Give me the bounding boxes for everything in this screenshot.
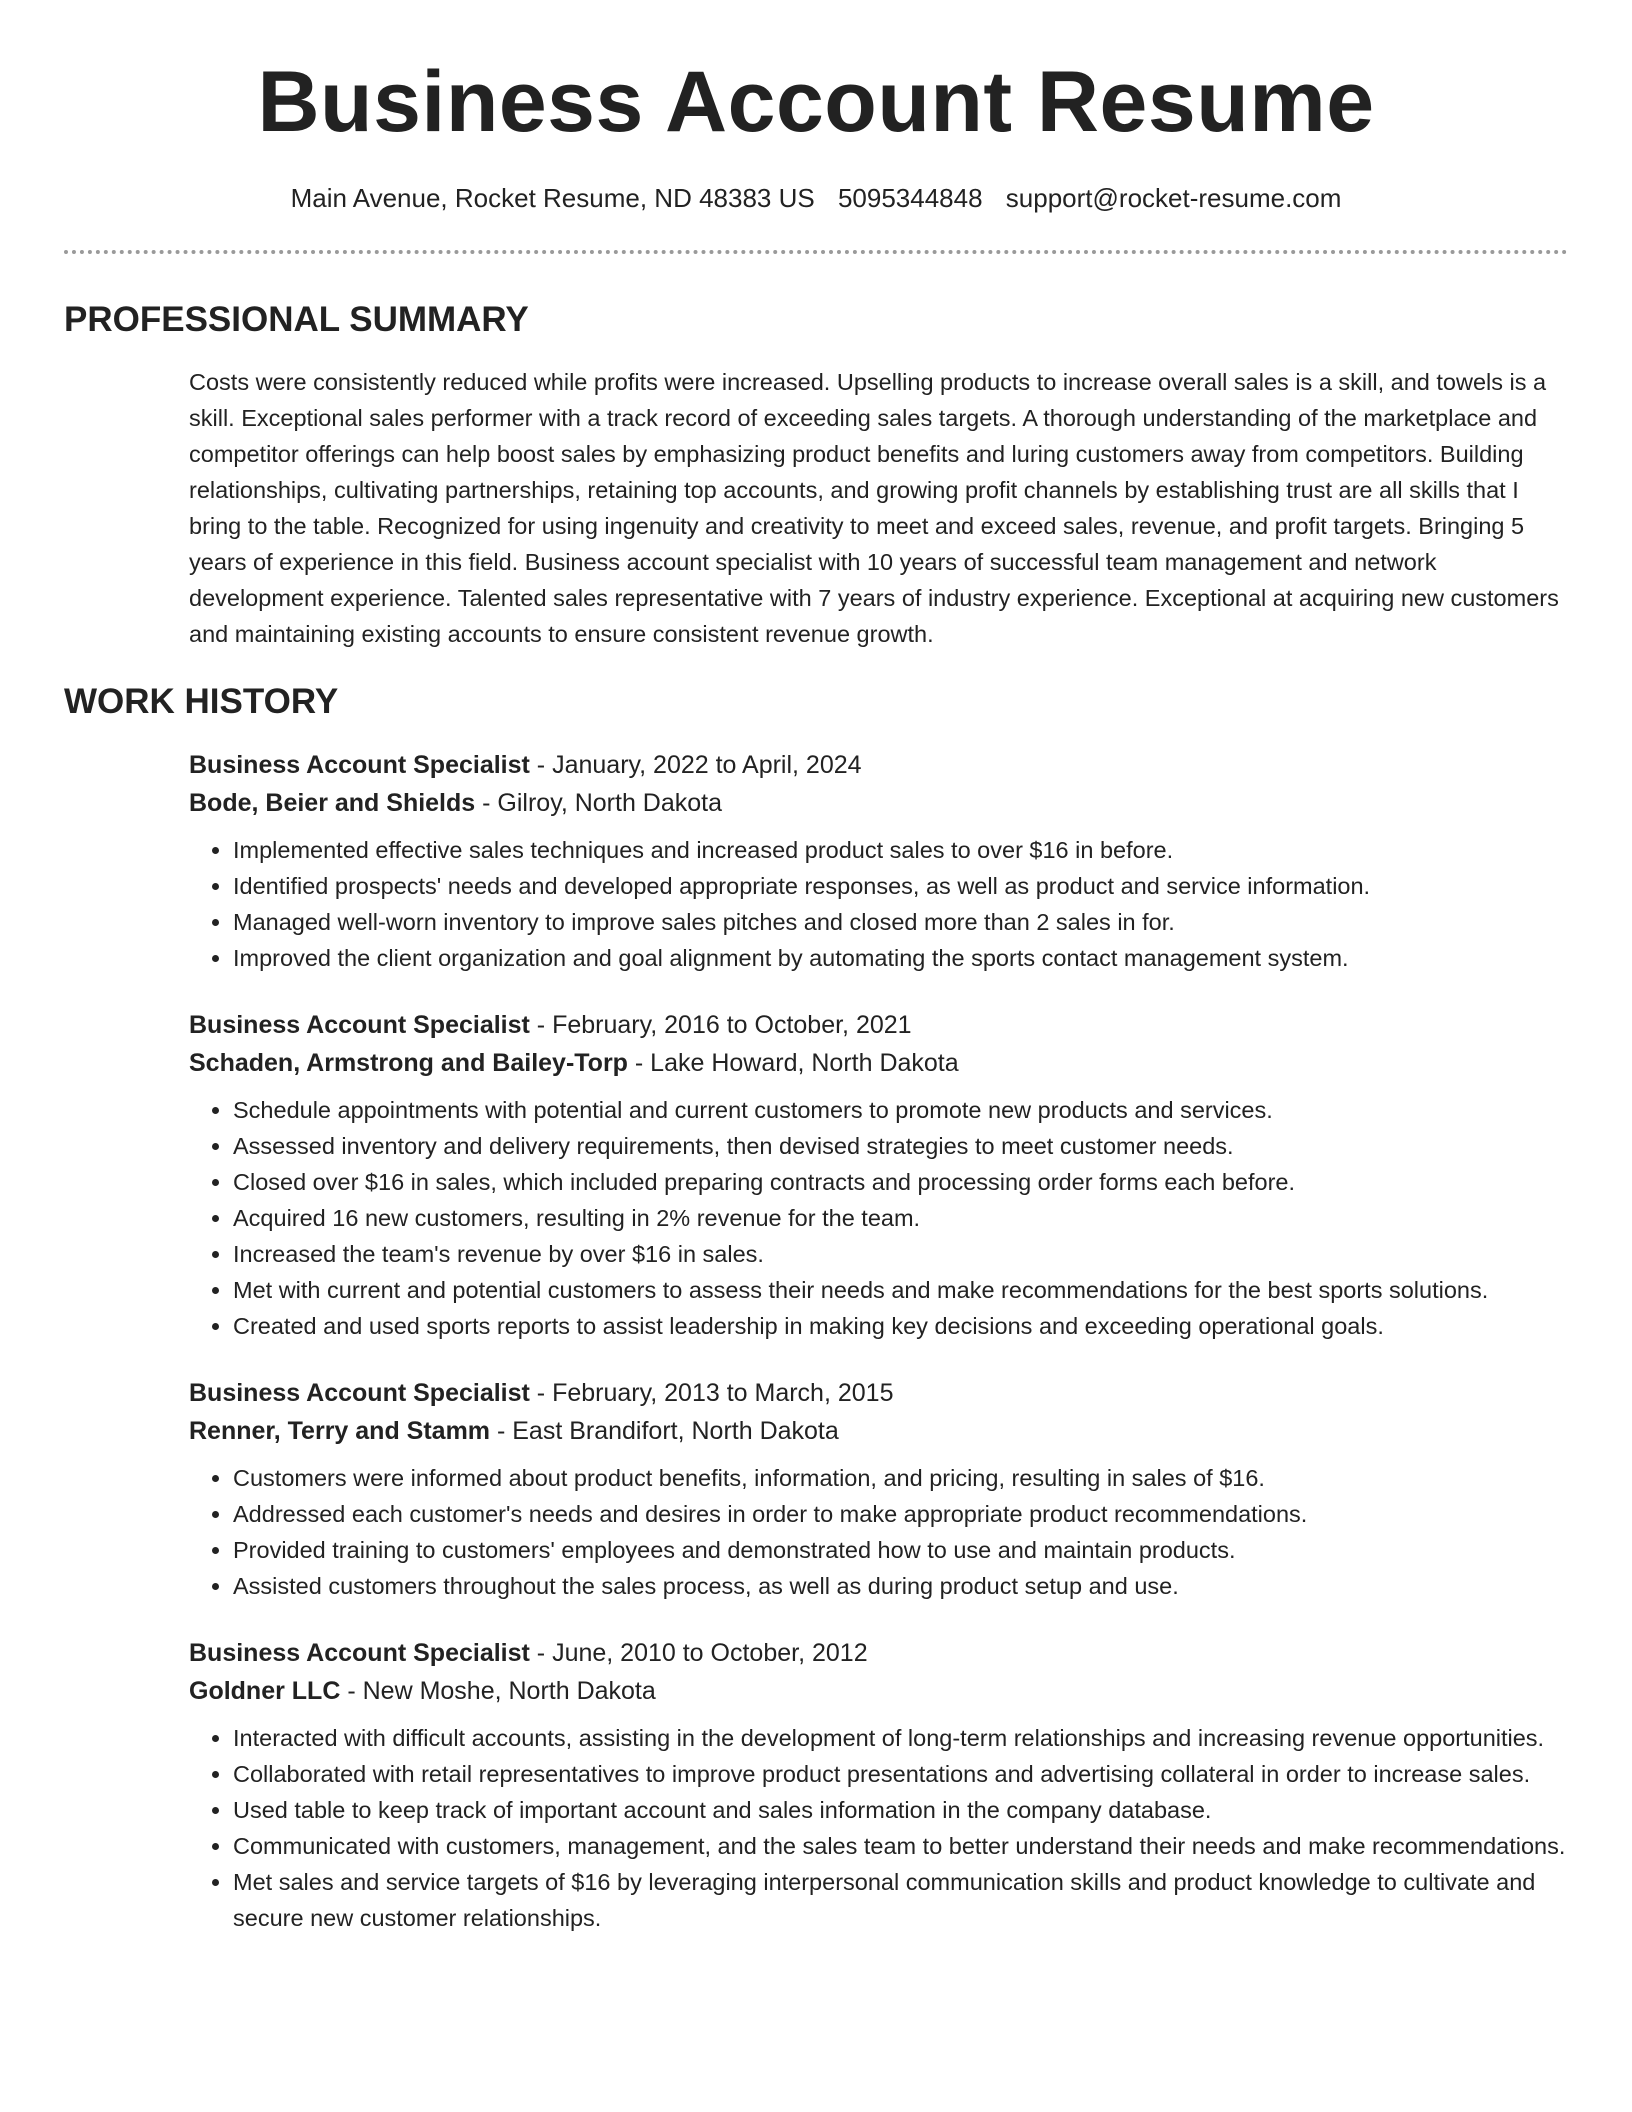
job-company: Renner, Terry and Stamm: [189, 1417, 491, 1445]
job-bullet: • Communicated with customers, management, and the sales team to better understand their needs and make recommendations.: [233, 1828, 1569, 1864]
job-title-line: [189, 746, 1569, 784]
summary-text: Costs were consistently reduced while profits were increased. Upselling products to increase overall sales is a skill, and towels is a skill. Exceptional sales performer with a track record of exceeding sales targets. A thorough understanding of the marketplace and competitor offerings can help boost sales by emphasizing product benefits and luring customers away from competitors. Building relationships, cultivating partnerships, retaining top accounts, and growing profit channels by establishing trust are all skills that I bring to the table. Recognized for using ingenuity and creativity to meet and exceed sales, revenue, and profit targets. Bringing 5 years of experience in this field. Business account specialist with 10 years of successful team management and network development experience. Talented sales representative with 7 years of industry experience. Exceptional at acquiring new customers and maintaining existing accounts to ensure consistent revenue growth.: [189, 369, 1559, 647]
job-bullet: • Met with current and potential customers to assess their needs and make recommendations for the best sports solutions.: [233, 1272, 1569, 1308]
job-dates: - February, 2013 to March, 2015: [529, 1379, 894, 1407]
job-bullet: • Implemented effective sales techniques and increased product sales to over $16 in before.: [233, 832, 1569, 868]
job-title: Business Account Specialist: [189, 1379, 530, 1407]
job-title: Business Account Specialist: [189, 1639, 530, 1667]
contact-email[interactable]: support@rocket-resume.com: [1005, 183, 1342, 213]
job-company: Schaden, Armstrong and Bailey-Torp: [189, 1049, 628, 1077]
header-divider: [64, 250, 1568, 254]
job-company-line: [189, 784, 1569, 822]
job-bullet: • Closed over $16 in sales, which included preparing contracts and processing order forms each before.: [233, 1164, 1569, 1200]
job-company: Bode, Beier and Shields: [189, 789, 476, 817]
job-company: Goldner LLC: [189, 1677, 341, 1705]
job-bullet: • Assisted customers throughout the sales process, as well as during product setup and use.: [233, 1568, 1569, 1604]
job-title-line: [189, 1006, 1569, 1044]
job-location: - Lake Howard, North Dakota: [627, 1049, 959, 1077]
job-bullet: • Increased the team's revenue by over $16 in sales.: [233, 1236, 1569, 1272]
work-history-heading: WORK HISTORY: [64, 682, 339, 721]
contact-phone: 5095344848: [837, 183, 983, 213]
job-title: Business Account Specialist: [189, 751, 530, 779]
job-location: - New Moshe, North Dakota: [340, 1677, 656, 1705]
summary-heading: PROFESSIONAL SUMMARY: [64, 300, 529, 339]
job-bullet: • Customers were informed about product benefits, information, and pricing, resulting in sales of $16.: [233, 1460, 1569, 1496]
job-bullet: • Acquired 16 new customers, resulting in 2% revenue for the team.: [233, 1200, 1569, 1236]
job-bullet: • Used table to keep track of important account and sales information in the company database.: [233, 1792, 1569, 1828]
contact-info: [0, 180, 1632, 216]
job-bullet: • Identified prospects' needs and developed appropriate responses, as well as product and service information.: [233, 868, 1569, 904]
contact-address: Main Avenue, Rocket Resume, ND 48383 US: [290, 183, 815, 213]
job-company-line: [189, 1412, 1569, 1450]
job-dates: - January, 2022 to April, 2024: [529, 751, 862, 779]
job-bullet: • Provided training to customers' employees and demonstrated how to use and maintain products.: [233, 1532, 1569, 1568]
job-title: Business Account Specialist: [189, 1011, 530, 1039]
job-bullet: • Improved the client organization and goal alignment by automating the sports contact management system.: [233, 940, 1569, 976]
job-bullet: • Schedule appointments with potential and current customers to promote new products and services.: [233, 1092, 1569, 1128]
job-company-line: [189, 1044, 1569, 1082]
job-bullets: [189, 1092, 1569, 1344]
work-history-list: [189, 746, 1569, 1966]
job-title-line: [189, 1374, 1569, 1412]
job-location: - East Brandifort, North Dakota: [490, 1417, 839, 1445]
job-dates: - June, 2010 to October, 2012: [529, 1639, 868, 1667]
resume-title: Business Account Resume: [257, 54, 1375, 150]
job-bullet: • Assessed inventory and delivery requirements, then devised strategies to meet customer needs.: [233, 1128, 1569, 1164]
job-dates: - February, 2016 to October, 2021: [529, 1011, 912, 1039]
job-title-line: [189, 1634, 1569, 1672]
job-entry: [189, 1006, 1569, 1344]
job-company-line: [189, 1672, 1569, 1710]
job-bullet: • Addressed each customer's needs and desires in order to make appropriate product recommendations.: [233, 1496, 1569, 1532]
job-bullet: • Met sales and service targets of $16 by leveraging interpersonal communication skills and product knowledge to cultivate and secure new customer relationships.: [233, 1864, 1569, 1936]
job-entry: [189, 746, 1569, 976]
job-bullet: • Collaborated with retail representatives to improve product presentations and advertising collateral in order to increase sales.: [233, 1756, 1569, 1792]
job-entry: [189, 1634, 1569, 1936]
job-bullet: • Managed well-worn inventory to improve sales pitches and closed more than 2 sales in for.: [233, 904, 1569, 940]
job-bullets: [189, 1460, 1569, 1604]
job-bullet: • Created and used sports reports to assist leadership in making key decisions and exceeding operational goals.: [233, 1308, 1569, 1344]
job-bullets: [189, 832, 1569, 976]
job-location: - Gilroy, North Dakota: [475, 789, 723, 817]
job-entry: [189, 1374, 1569, 1604]
job-bullets: [189, 1720, 1569, 1936]
job-bullet: • Interacted with difficult accounts, assisting in the development of long-term relationships and increasing revenue opportunities.: [233, 1720, 1569, 1756]
